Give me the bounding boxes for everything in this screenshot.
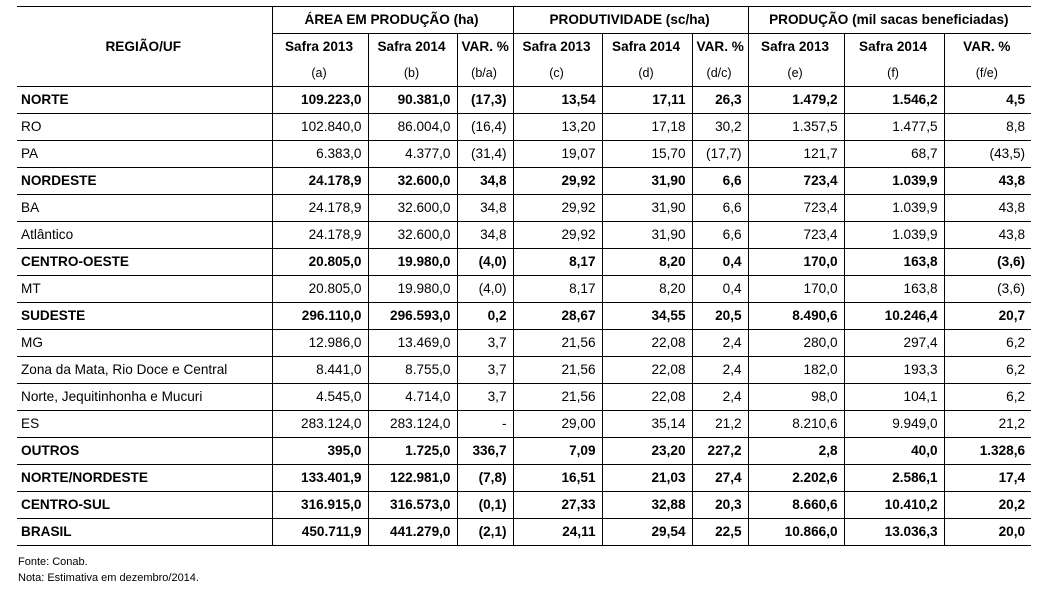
table-row [17, 357, 1031, 384]
value-cell: 29,92 [513, 195, 602, 222]
table-row [17, 249, 1031, 276]
value-cell: 29,00 [513, 411, 602, 438]
value-cell: 29,92 [513, 222, 602, 249]
value-cell: 26,3 [692, 87, 748, 114]
value-cell: 8,8 [944, 114, 1031, 141]
value-cell: 29,92 [513, 168, 602, 195]
estimate-note: Nota: Estimativa em dezembro/2014. [18, 572, 199, 584]
value-cell: 20,3 [692, 492, 748, 519]
value-cell: 43,8 [944, 195, 1031, 222]
column-letter: (d) [602, 60, 692, 87]
column-header: VAR. % [457, 34, 513, 61]
value-cell: 122.981,0 [368, 465, 457, 492]
value-cell: 12.986,0 [272, 330, 368, 357]
value-cell: 9.949,0 [844, 411, 944, 438]
column-header: Safra 2013 [748, 34, 844, 61]
column-letter: (c) [513, 60, 602, 87]
value-cell: 23,20 [602, 438, 692, 465]
value-cell: 24.178,9 [272, 195, 368, 222]
source-note: Fonte: Conab. [18, 556, 88, 568]
value-cell: 2,4 [692, 330, 748, 357]
value-cell: 1.479,2 [748, 87, 844, 114]
value-cell: 723,4 [748, 168, 844, 195]
region-cell: NORTE [17, 87, 272, 114]
value-cell: 723,4 [748, 195, 844, 222]
value-cell: 2,8 [748, 438, 844, 465]
value-cell: 24.178,9 [272, 222, 368, 249]
value-cell: 34,8 [457, 168, 513, 195]
value-cell: 8.210,6 [748, 411, 844, 438]
column-letter: (d/c) [692, 60, 748, 87]
value-cell: 22,08 [602, 384, 692, 411]
value-cell: 193,3 [844, 357, 944, 384]
value-cell: (7,8) [457, 465, 513, 492]
value-cell: 1.039,9 [844, 168, 944, 195]
value-cell: (3,6) [944, 249, 1031, 276]
value-cell: 296.593,0 [368, 303, 457, 330]
column-letter: (f/e) [944, 60, 1031, 87]
value-cell: 2,4 [692, 357, 748, 384]
value-cell: 34,8 [457, 195, 513, 222]
value-cell: 0,4 [692, 276, 748, 303]
value-cell: 6,6 [692, 168, 748, 195]
value-cell: 16,51 [513, 465, 602, 492]
region-cell: NORTE/NORDESTE [17, 465, 272, 492]
table-row [17, 276, 1031, 303]
value-cell: (0,1) [457, 492, 513, 519]
table-row [17, 114, 1031, 141]
group-header-production: PRODUÇÃO (mil sacas beneficiadas) [748, 7, 1031, 34]
value-cell: 68,7 [844, 141, 944, 168]
table-row [17, 168, 1031, 195]
region-cell: SUDESTE [17, 303, 272, 330]
value-cell: 24.178,9 [272, 168, 368, 195]
table-row [17, 195, 1031, 222]
value-cell: 24,11 [513, 519, 602, 546]
value-cell: 22,08 [602, 357, 692, 384]
value-cell: 15,70 [602, 141, 692, 168]
value-cell: 21,56 [513, 357, 602, 384]
value-cell: 1.725,0 [368, 438, 457, 465]
value-cell: 182,0 [748, 357, 844, 384]
value-cell: 40,0 [844, 438, 944, 465]
value-cell: 8,17 [513, 276, 602, 303]
value-cell: 22,5 [692, 519, 748, 546]
table-row [17, 519, 1031, 546]
value-cell: 395,0 [272, 438, 368, 465]
value-cell: 8.660,6 [748, 492, 844, 519]
value-cell: 43,8 [944, 168, 1031, 195]
region-cell: OUTROS [17, 438, 272, 465]
value-cell: 1.328,6 [944, 438, 1031, 465]
value-cell: 17,11 [602, 87, 692, 114]
value-cell: 297,4 [844, 330, 944, 357]
column-letter: (a) [272, 60, 368, 87]
table-row [17, 438, 1031, 465]
value-cell: 170,0 [748, 276, 844, 303]
region-cell: Zona da Mata, Rio Doce e Central [17, 357, 272, 384]
column-header: VAR. % [692, 34, 748, 61]
value-cell: 296.110,0 [272, 303, 368, 330]
table-notes [18, 554, 199, 586]
table-row [17, 411, 1031, 438]
group-header-area: ÁREA EM PRODUÇÃO (ha) [272, 7, 513, 34]
value-cell: 163,8 [844, 276, 944, 303]
value-cell: 283.124,0 [368, 411, 457, 438]
value-cell: 8.490,6 [748, 303, 844, 330]
value-cell: 133.401,9 [272, 465, 368, 492]
value-cell: 20,5 [692, 303, 748, 330]
region-cell: MT [17, 276, 272, 303]
value-cell: 6,6 [692, 222, 748, 249]
table-row [17, 222, 1031, 249]
value-cell: 441.279,0 [368, 519, 457, 546]
value-cell: 4.377,0 [368, 141, 457, 168]
value-cell: 450.711,9 [272, 519, 368, 546]
value-cell: 4.545,0 [272, 384, 368, 411]
value-cell: 17,18 [602, 114, 692, 141]
region-header: REGIÃO/UF [17, 7, 272, 87]
value-cell: 227,2 [692, 438, 748, 465]
region-cell: Atlântico [17, 222, 272, 249]
region-cell: MG [17, 330, 272, 357]
coffee-production-table [17, 6, 1031, 546]
column-header: Safra 2014 [844, 34, 944, 61]
value-cell: 1.039,9 [844, 222, 944, 249]
value-cell: 7,09 [513, 438, 602, 465]
value-cell: 316.573,0 [368, 492, 457, 519]
region-cell: BA [17, 195, 272, 222]
value-cell: 13.469,0 [368, 330, 457, 357]
value-cell: 21,56 [513, 330, 602, 357]
value-cell: 104,1 [844, 384, 944, 411]
value-cell: 8,20 [602, 249, 692, 276]
value-cell: 29,54 [602, 519, 692, 546]
value-cell: 21,2 [944, 411, 1031, 438]
table-body [17, 87, 1031, 546]
value-cell: 19.980,0 [368, 249, 457, 276]
value-cell: 0,2 [457, 303, 513, 330]
value-cell: 27,4 [692, 465, 748, 492]
value-cell: 31,90 [602, 222, 692, 249]
value-cell: 3,7 [457, 330, 513, 357]
value-cell: 20,0 [944, 519, 1031, 546]
value-cell: 4,5 [944, 87, 1031, 114]
value-cell: 20.805,0 [272, 276, 368, 303]
value-cell: (16,4) [457, 114, 513, 141]
group-header-productivity: PRODUTIVIDADE (sc/ha) [513, 7, 748, 34]
value-cell: 1.477,5 [844, 114, 944, 141]
value-cell: 4.714,0 [368, 384, 457, 411]
value-cell: 3,7 [457, 357, 513, 384]
table-row [17, 384, 1031, 411]
value-cell: (2,1) [457, 519, 513, 546]
value-cell: 8.441,0 [272, 357, 368, 384]
value-cell: 13,54 [513, 87, 602, 114]
value-cell: 13,20 [513, 114, 602, 141]
value-cell: 13.036,3 [844, 519, 944, 546]
value-cell: 8,17 [513, 249, 602, 276]
value-cell: 21,03 [602, 465, 692, 492]
value-cell: - [457, 411, 513, 438]
value-cell: 6.383,0 [272, 141, 368, 168]
value-cell: 1.546,2 [844, 87, 944, 114]
region-cell: RO [17, 114, 272, 141]
header-group-row [17, 7, 1031, 34]
value-cell: (3,6) [944, 276, 1031, 303]
value-cell: 30,2 [692, 114, 748, 141]
value-cell: (17,7) [692, 141, 748, 168]
value-cell: 8,20 [602, 276, 692, 303]
region-cell: PA [17, 141, 272, 168]
value-cell: (4,0) [457, 276, 513, 303]
column-letter: (b) [368, 60, 457, 87]
value-cell: 3,7 [457, 384, 513, 411]
value-cell: 109.223,0 [272, 87, 368, 114]
table-row [17, 330, 1031, 357]
column-header: VAR. % [944, 34, 1031, 61]
value-cell: (31,4) [457, 141, 513, 168]
value-cell: 19,07 [513, 141, 602, 168]
value-cell: (17,3) [457, 87, 513, 114]
value-cell: 19.980,0 [368, 276, 457, 303]
value-cell: 35,14 [602, 411, 692, 438]
region-cell: ES [17, 411, 272, 438]
value-cell: 34,55 [602, 303, 692, 330]
value-cell: 2.202,6 [748, 465, 844, 492]
column-letter: (b/a) [457, 60, 513, 87]
value-cell: 28,67 [513, 303, 602, 330]
value-cell: 32.600,0 [368, 195, 457, 222]
value-cell: 98,0 [748, 384, 844, 411]
value-cell: 31,90 [602, 168, 692, 195]
value-cell: 6,2 [944, 330, 1031, 357]
value-cell: 102.840,0 [272, 114, 368, 141]
value-cell: 10.866,0 [748, 519, 844, 546]
value-cell: 10.410,2 [844, 492, 944, 519]
region-cell: NORDESTE [17, 168, 272, 195]
value-cell: 723,4 [748, 222, 844, 249]
value-cell: 163,8 [844, 249, 944, 276]
value-cell: 86.004,0 [368, 114, 457, 141]
value-cell: 1.039,9 [844, 195, 944, 222]
value-cell: 1.357,5 [748, 114, 844, 141]
region-cell: Norte, Jequitinhonha e Mucuri [17, 384, 272, 411]
value-cell: 32.600,0 [368, 168, 457, 195]
value-cell: 43,8 [944, 222, 1031, 249]
table-row [17, 141, 1031, 168]
value-cell: 8.755,0 [368, 357, 457, 384]
region-cell: BRASIL [17, 519, 272, 546]
column-header: Safra 2014 [602, 34, 692, 61]
value-cell: 316.915,0 [272, 492, 368, 519]
value-cell: 0,4 [692, 249, 748, 276]
value-cell: 90.381,0 [368, 87, 457, 114]
value-cell: 283.124,0 [272, 411, 368, 438]
value-cell: 32,88 [602, 492, 692, 519]
value-cell: 10.246,4 [844, 303, 944, 330]
region-cell: CENTRO-SUL [17, 492, 272, 519]
value-cell: 6,2 [944, 357, 1031, 384]
value-cell: 20,2 [944, 492, 1031, 519]
value-cell: 31,90 [602, 195, 692, 222]
value-cell: 21,2 [692, 411, 748, 438]
value-cell: (43,5) [944, 141, 1031, 168]
region-cell: CENTRO-OESTE [17, 249, 272, 276]
value-cell: 27,33 [513, 492, 602, 519]
table-row [17, 303, 1031, 330]
value-cell: 170,0 [748, 249, 844, 276]
value-cell: 2.586,1 [844, 465, 944, 492]
value-cell: 22,08 [602, 330, 692, 357]
value-cell: 34,8 [457, 222, 513, 249]
column-header: Safra 2014 [368, 34, 457, 61]
value-cell: 20.805,0 [272, 249, 368, 276]
value-cell: 6,2 [944, 384, 1031, 411]
column-letter: (e) [748, 60, 844, 87]
table-row [17, 87, 1031, 114]
value-cell: 280,0 [748, 330, 844, 357]
column-header: Safra 2013 [272, 34, 368, 61]
value-cell: (4,0) [457, 249, 513, 276]
value-cell: 2,4 [692, 384, 748, 411]
value-cell: 17,4 [944, 465, 1031, 492]
table-row [17, 492, 1031, 519]
value-cell: 32.600,0 [368, 222, 457, 249]
value-cell: 6,6 [692, 195, 748, 222]
column-header: Safra 2013 [513, 34, 602, 61]
value-cell: 336,7 [457, 438, 513, 465]
table-row [17, 465, 1031, 492]
value-cell: 20,7 [944, 303, 1031, 330]
value-cell: 21,56 [513, 384, 602, 411]
value-cell: 121,7 [748, 141, 844, 168]
column-letter: (f) [844, 60, 944, 87]
